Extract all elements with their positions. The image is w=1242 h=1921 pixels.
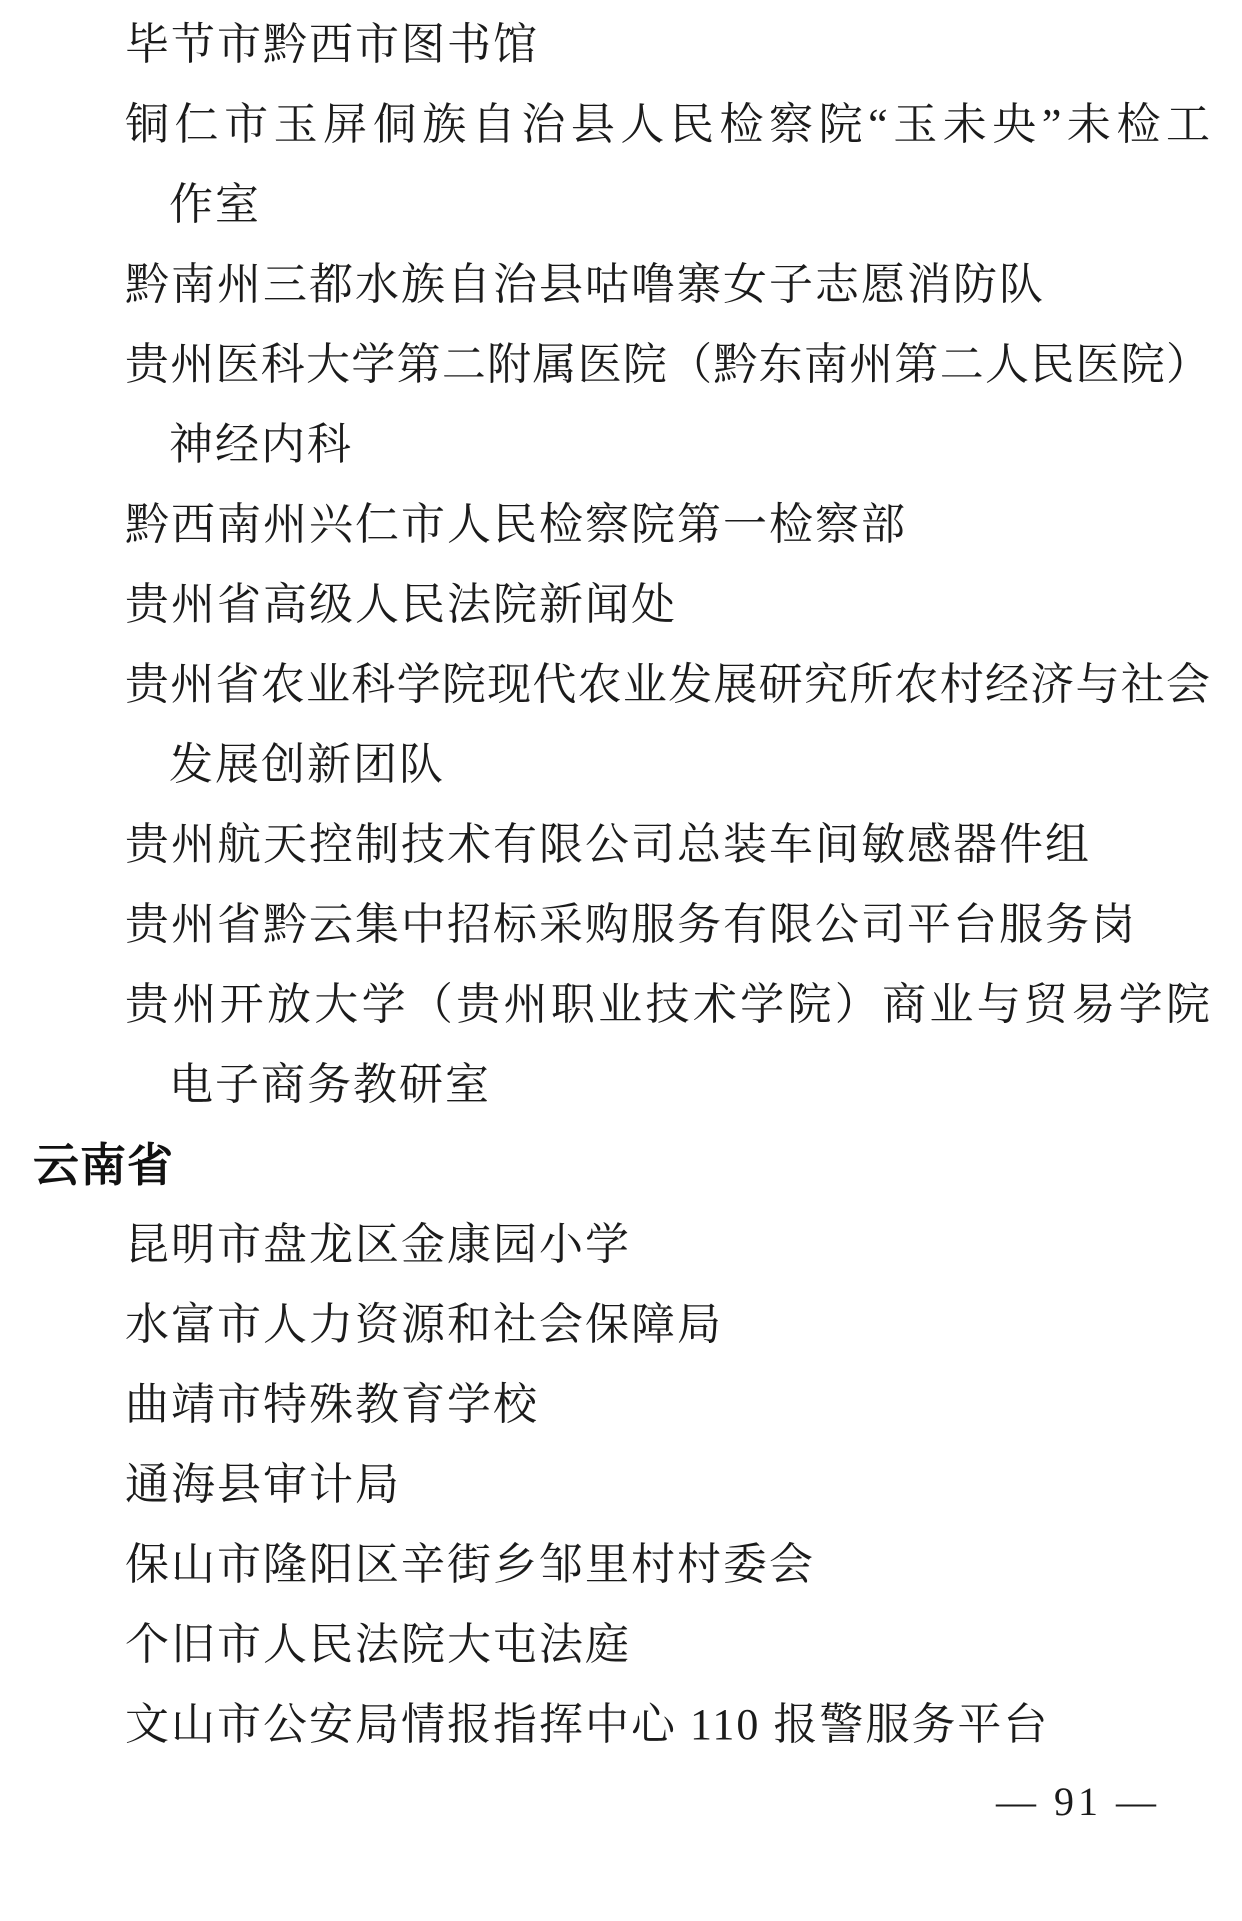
list-entry-line: 个旧市人民法院大屯法庭	[125, 1620, 631, 1669]
list-entry-line: 毕节市黔西市图书馆	[125, 20, 539, 69]
list-entry-line: 贵州开放大学（贵州职业技术学院）商业与贸易学院	[125, 980, 1210, 1029]
list-entry-line: 贵州省黔云集中招标采购服务有限公司平台服务岗	[125, 900, 1137, 949]
province-section-header: 云南省	[33, 1139, 174, 1191]
list-entry-line: 黔南州三都水族自治县咕噜寨女子志愿消防队	[125, 260, 1045, 309]
list-entry-line: 水富市人力资源和社会保障局	[125, 1300, 723, 1349]
list-entry-line: 曲靖市特殊教育学校	[125, 1380, 539, 1429]
list-entry-line: 昆明市盘龙区金康园小学	[125, 1220, 631, 1269]
list-entry-line: 文山市公安局情报指挥中心 110 报警服务平台	[125, 1700, 1050, 1749]
list-entry-line: 神经内科	[169, 420, 353, 469]
page-number: — 91 —	[996, 1779, 1160, 1824]
list-entry-line: 铜仁市玉屏侗族自治县人民检察院“玉未央”未检工	[125, 100, 1210, 149]
list-entry-line: 保山市隆阳区辛街乡邹里村村委会	[125, 1540, 815, 1589]
list-entry-line: 发展创新团队	[169, 740, 445, 789]
list-entry-line: 黔西南州兴仁市人民检察院第一检察部	[125, 500, 907, 549]
list-entry-line: 贵州航天控制技术有限公司总装车间敏感器件组	[125, 820, 1091, 869]
list-entry-line: 贵州医科大学第二附属医院（黔东南州第二人民医院）	[125, 340, 1210, 389]
list-entry-line: 通海县审计局	[125, 1460, 401, 1509]
list-entry-line: 贵州省高级人民法院新闻处	[125, 580, 677, 629]
list-entry-line: 电子商务教研室	[169, 1060, 491, 1109]
list-entry-line: 贵州省农业科学院现代农业发展研究所农村经济与社会	[125, 660, 1210, 709]
list-entry-line: 作室	[169, 180, 261, 229]
